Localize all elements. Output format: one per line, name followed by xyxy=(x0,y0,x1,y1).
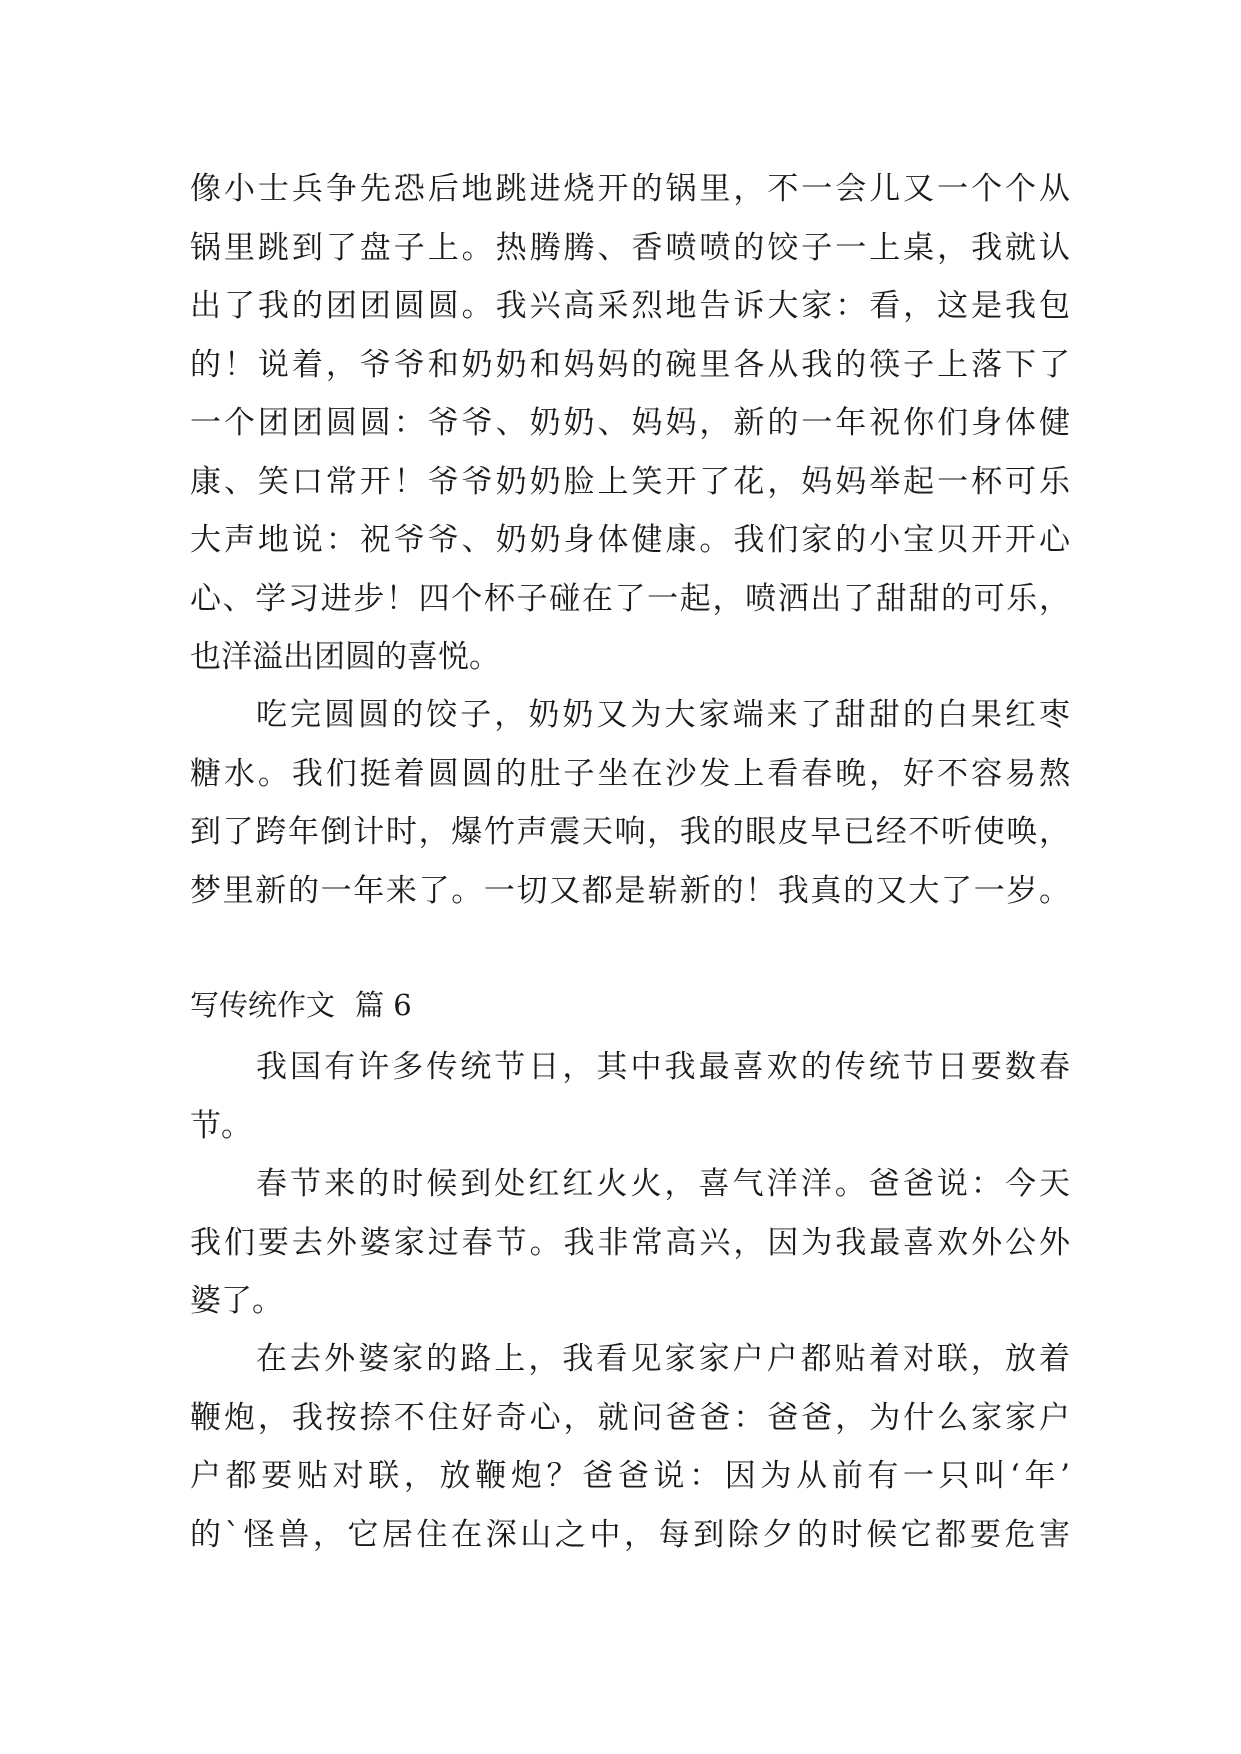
text-line: 的`怪兽，它居住在深山之中，每到除夕的时候它都要危害 xyxy=(190,1516,1070,1553)
text-line: 春节来的时候到处红红火火，喜气洋洋。爸爸说：今天 xyxy=(256,1166,1070,1202)
text-line: 在去外婆家的路上，我看见家家户户都贴着对联，放着 xyxy=(256,1341,1070,1377)
text-line: 到了跨年倒计时，爆竹声震天响，我的眼皮早已经不听使唤， xyxy=(190,814,1070,850)
text-line: 大声地说：祝爷爷、奶奶身体健康。我们家的小宝贝开开心 xyxy=(190,522,1070,558)
text-line: 我们要去外婆家过春节。我非常高兴，因为我最喜欢外公外 xyxy=(190,1224,1070,1261)
text-line: 的！说着，爷爷和奶奶和妈妈的碗里各从我的筷子上落下了 xyxy=(190,346,1070,383)
paragraph-favorite-festival xyxy=(190,1038,1070,1155)
text-line: 也洋溢出团圆的喜悦。 xyxy=(190,639,500,675)
text-line: 像小士兵争先恐后地跳进烧开的锅里，不一会儿又一个个从 xyxy=(190,171,1070,207)
section-heading xyxy=(190,980,412,1030)
text-line: 糖水。我们挺着圆圆的肚子坐在沙发上看春晚，好不容易熬 xyxy=(190,755,1070,792)
text-line: 节。 xyxy=(190,1107,252,1144)
heading-title: 写传统作文 xyxy=(190,988,336,1022)
paragraph-spring-festival xyxy=(190,1155,1070,1331)
text-line: 我国有许多传统节日，其中我最喜欢的传统节日要数春 xyxy=(256,1049,1070,1085)
text-line: 鞭炮，我按捺不住好奇心，就问爸爸：爸爸，为什么家家户 xyxy=(190,1399,1070,1436)
paragraph-dumplings xyxy=(190,160,1070,687)
paragraph-on-the-way xyxy=(190,1330,1070,1564)
text-line: 梦里新的一年来了。一切又都是崭新的！我真的又大了一岁。 xyxy=(190,872,1070,909)
text-line: 康、笑口常开！爷爷奶奶脸上笑开了花，妈妈举起一杯可乐 xyxy=(190,463,1070,500)
text-line: 锅里跳到了盘子上。热腾腾、香喷喷的饺子一上桌，我就认 xyxy=(190,229,1070,266)
paragraph-new-year-eve xyxy=(190,686,1070,920)
text-line: 婆了。 xyxy=(190,1283,283,1319)
heading-section-number: 篇 6 xyxy=(355,988,412,1022)
text-line: 心、学习进步！四个杯子碰在了一起，喷洒出了甜甜的可乐， xyxy=(190,580,1070,617)
text-line: 户都要贴对联，放鞭炮？爸爸说：因为从前有一只叫‘年’ xyxy=(190,1458,1070,1494)
text-line: 一个团团圆圆：爷爷、奶奶、妈妈，新的一年祝你们身体健 xyxy=(190,405,1070,441)
text-line: 出了我的团团圆圆。我兴高采烈地告诉大家：看，这是我包 xyxy=(190,288,1070,324)
text-line: 吃完圆圆的饺子，奶奶又为大家端来了甜甜的白果红枣 xyxy=(256,697,1070,733)
